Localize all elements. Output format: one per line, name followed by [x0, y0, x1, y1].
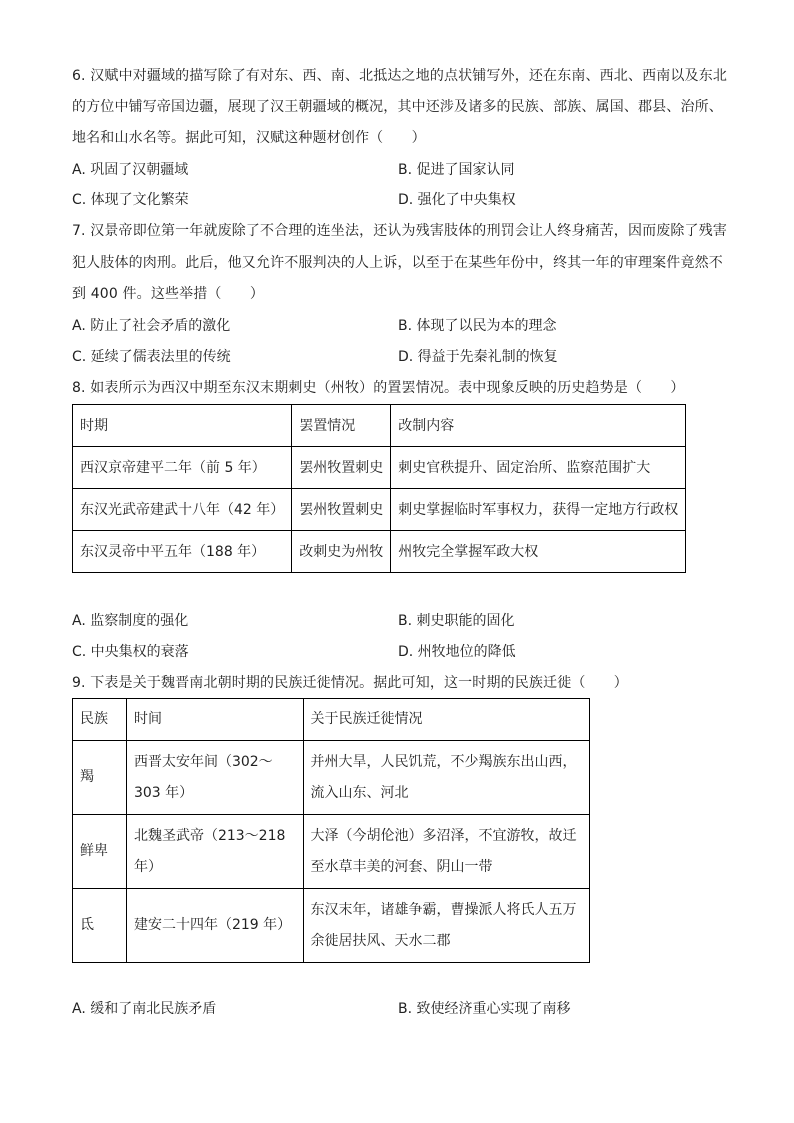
table-header-cell: 民族 — [73, 699, 127, 741]
q6-option-c: C. 体现了文化繁荣 — [72, 192, 189, 208]
table-cell: 改刺史为州牧 — [292, 531, 391, 573]
q7-stem-line-1: 7. 汉景帝即位第一年就废除了不合理的连坐法，还认为残害肢体的刑罚会让人终身痛苦，因而废除了残害 — [72, 223, 728, 239]
table-header-cell: 关于民族迁徙情况 — [303, 699, 589, 741]
table-cell: 西晋太安年间（302～303 年） — [126, 741, 303, 815]
table-header-row — [73, 405, 686, 447]
q7-option-c: C. 延续了儒表法里的传统 — [72, 349, 231, 365]
q6-stem-line-1: 6. 汉赋中对疆域的描写除了有对东、西、南、北抵达之地的点状铺写外，还在东南、西北、西南以及东北 — [72, 68, 728, 84]
q8-option-b: B. 刺史职能的固化 — [398, 613, 515, 629]
table-cell: 东汉末年，诸雄争霸，曹操派人将氏人五万余徙居扶风、天水二郡 — [303, 889, 589, 963]
table-header-cell: 改制内容 — [391, 405, 686, 447]
table-header-cell: 时期 — [73, 405, 292, 447]
table-cell: 州牧完全掌握军政大权 — [391, 531, 686, 573]
q9-option-a: A. 缓和了南北民族矛盾 — [72, 1001, 217, 1017]
q6-option-a: A. 巩固了汉朝疆域 — [72, 162, 189, 178]
q8-option-c: C. 中央集权的衰落 — [72, 644, 189, 660]
q6-stem-line-2: 的方位中铺写帝国边疆，展现了汉王朝疆域的概况，其中还涉及诸多的民族、部族、属国、郡县、治所、 — [72, 99, 723, 115]
q6-stem-line-3: 地名和山水名等。据此可知，汉赋这种题材创作（ ） — [72, 130, 426, 146]
table-row — [73, 489, 686, 531]
q7-option-d: D. 得益于先秦礼制的恢复 — [398, 349, 558, 365]
q6-option-d: D. 强化了中央集权 — [398, 192, 516, 208]
q7-option-a: A. 防止了社会矛盾的激化 — [72, 318, 231, 334]
q8-option-a: A. 监察制度的强化 — [72, 613, 189, 629]
q7-stem-line-3: 到 400 件。这些举措（ ） — [72, 286, 265, 302]
table-row — [73, 741, 590, 815]
q6-option-b: B. 促进了国家认同 — [398, 162, 515, 178]
table-cell: 大泽（今胡伦池）多沼泽，不宜游牧，故迁至水草丰美的河套、阴山一带 — [303, 815, 589, 889]
q8-stem: 8. 如表所示为西汉中期至东汉末期刺史（州牧）的置罢情况。表中现象反映的历史趋势是（ ） — [72, 380, 685, 396]
q9-option-b: B. 致使经济重心实现了南移 — [398, 1001, 571, 1017]
table-row — [73, 531, 686, 573]
table-cell: 羯 — [73, 741, 127, 815]
table-header-cell: 罢置情况 — [292, 405, 391, 447]
table-cell: 东汉灵帝中平五年（188 年） — [73, 531, 292, 573]
q7-stem-line-2: 犯人肢体的肉刑。此后，他又允许不服判决的人上诉，以至于在某些年份中，终其一年的审理案件竟然不 — [72, 255, 723, 271]
table-cell: 罢州牧置刺史 — [292, 447, 391, 489]
table-row — [73, 447, 686, 489]
table-row — [73, 815, 590, 889]
q9-table — [72, 698, 590, 963]
table-cell: 氐 — [73, 889, 127, 963]
table-cell: 并州大旱，人民饥荒，不少羯族东出山西，流入山东、河北 — [303, 741, 589, 815]
table-cell: 西汉京帝建平二年（前 5 年） — [73, 447, 292, 489]
table-cell: 刺史官秩提升、固定治所、监察范围扩大 — [391, 447, 686, 489]
q8-table — [72, 404, 686, 573]
q7-option-b: B. 体现了以民为本的理念 — [398, 318, 557, 334]
q8-option-d: D. 州牧地位的降低 — [398, 644, 516, 660]
table-cell: 东汉光武帝建武十八年（42 年） — [73, 489, 292, 531]
table-row — [73, 889, 590, 963]
table-cell: 鲜卑 — [73, 815, 127, 889]
table-header-row — [73, 699, 590, 741]
table-cell: 建安二十四年（219 年） — [126, 889, 303, 963]
q9-stem: 9. 下表是关于魏晋南北朝时期的民族迁徙情况。据此可知，这一时期的民族迁徙（ ） — [72, 675, 628, 691]
table-cell: 罢州牧置刺史 — [292, 489, 391, 531]
table-header-cell: 时间 — [126, 699, 303, 741]
table-cell: 刺史掌握临时军事权力，获得一定地方行政权 — [391, 489, 686, 531]
table-cell: 北魏圣武帝（213～218 年） — [126, 815, 303, 889]
